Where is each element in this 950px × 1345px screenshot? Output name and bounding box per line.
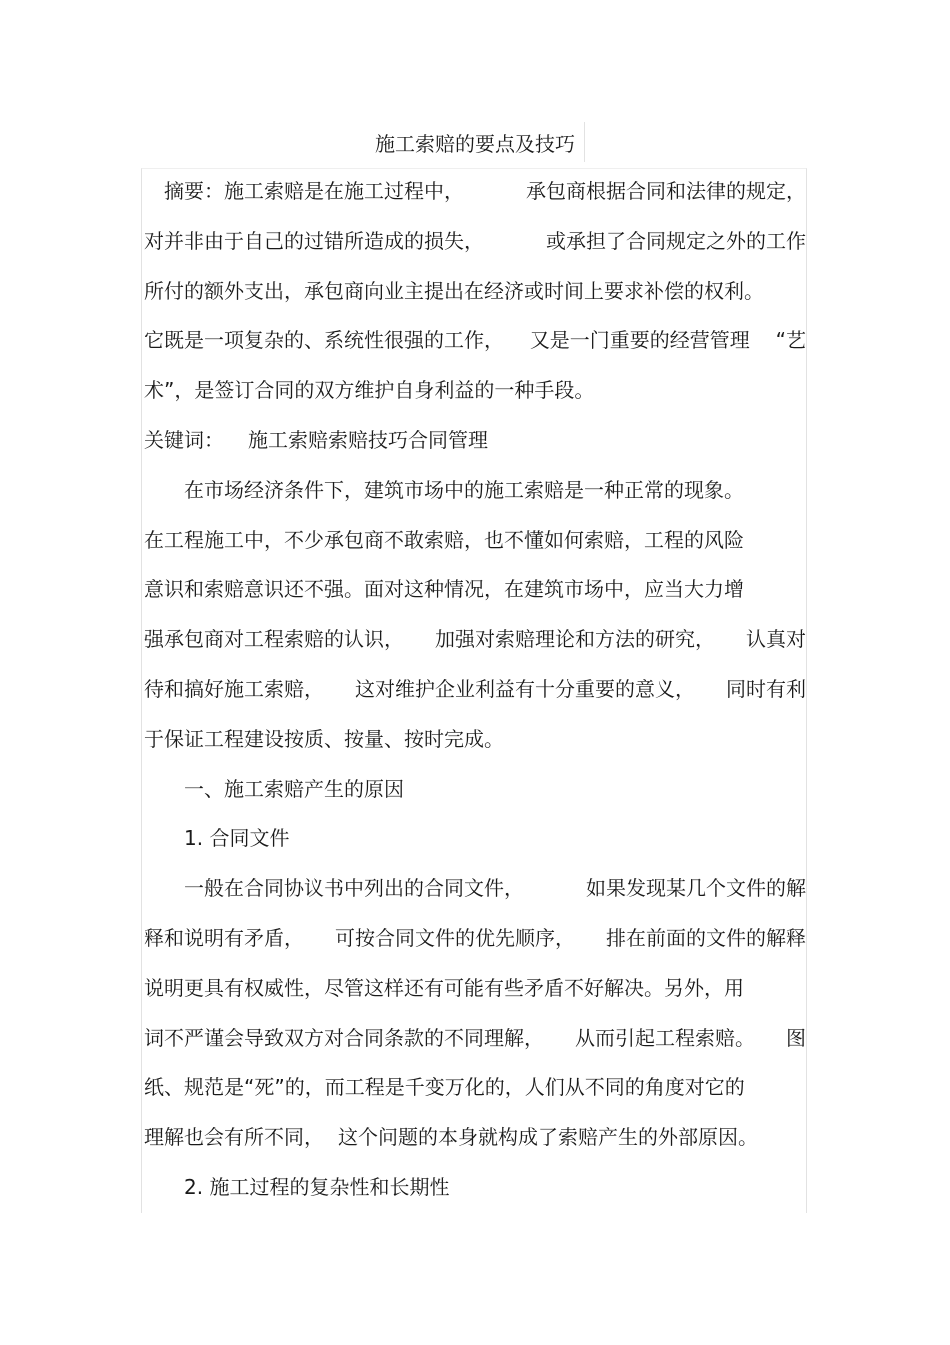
text-line: [144, 623, 806, 655]
text-segment: 意识和索赔意识还不强。面对这种情况，在建筑市场中，应当大力增: [144, 577, 744, 601]
text-segment: 1. 合同文件: [144, 826, 290, 850]
text-segment: 如果发现某几个文件的解: [586, 876, 806, 900]
text-line: [144, 922, 806, 954]
text-line: [144, 773, 806, 805]
text-line: [144, 972, 806, 1004]
text-line: [144, 175, 806, 207]
text-line: [144, 374, 806, 406]
text-line: [144, 822, 806, 854]
text-segment: 一、施工索赔产生的原因: [144, 777, 404, 801]
text-line: [144, 872, 806, 904]
text-segment: 承包商根据合同和法律的规定，: [526, 179, 806, 203]
text-segment: 同时有利: [726, 677, 806, 701]
text-line: [144, 474, 806, 506]
text-segment: 理解也会有所不同，: [144, 1125, 324, 1149]
text-segment: 2. 施工过程的复杂性和长期性: [144, 1175, 450, 1199]
text-segment: 这对维护企业利益有十分重要的意义，: [355, 677, 695, 701]
text-line: [144, 524, 806, 556]
text-segment: 施工索赔索赔技巧合同管理: [248, 428, 488, 452]
text-segment: 术”，是签订合同的双方维护自身利益的一种手段。: [144, 378, 595, 402]
text-line: [144, 1022, 806, 1054]
text-segment: 词不严谨会导致双方对合同条款的不同理解，: [144, 1026, 544, 1050]
text-segment: 可按合同文件的优先顺序，: [335, 926, 575, 950]
text-segment: 图: [786, 1026, 806, 1050]
text-segment: 认真对: [746, 627, 806, 651]
text-segment: 关键词：: [144, 428, 224, 452]
text-segment: 待和搞好施工索赔，: [144, 677, 324, 701]
text-segment: 它既是一项复杂的、系统性很强的工作，: [144, 328, 504, 352]
text-line: [144, 324, 806, 356]
text-segment: 说明更具有权威性，尽管这样还有可能有些矛盾不好解决。另外，用: [144, 976, 744, 1000]
text-segment: 从而引起工程索赔。: [575, 1026, 755, 1050]
text-segment: 于保证工程建设按质、按量、按时完成。: [144, 727, 504, 751]
text-line: [144, 1171, 806, 1203]
text-segment: 或承担了合同规定之外的工作: [546, 229, 806, 253]
text-segment: 释和说明有矛盾，: [144, 926, 304, 950]
text-line: [144, 1121, 806, 1153]
text-line: [144, 424, 806, 456]
text-line: [144, 573, 806, 605]
text-segment: 所付的额外支出，承包商向业主提出在经济或时间上要求补偿的权利。: [144, 279, 764, 303]
text-segment: 摘要：施工索赔是在施工过程中，: [144, 179, 464, 203]
text-line: [144, 1071, 806, 1103]
text-segment: 在市场经济条件下，建筑市场中的施工索赔是一种正常的现象。: [144, 478, 744, 502]
text-segment: 一般在合同协议书中列出的合同文件，: [144, 876, 524, 900]
text-segment: 纸、规范是“死”的，而工程是千变万化的，人们从不同的角度对它的: [144, 1075, 745, 1099]
text-line: [144, 275, 806, 307]
document-title: 施工索赔的要点及技巧: [375, 132, 575, 156]
text-segment: 排在前面的文件的解释: [606, 926, 806, 950]
text-segment: 在工程施工中，不少承包商不敢索赔，也不懂如何索赔，工程的风险: [144, 528, 744, 552]
text-line: [144, 225, 806, 257]
text-segment: 对并非由于自己的过错所造成的损失，: [144, 229, 484, 253]
text-segment: 又是一门重要的经营管理: [529, 328, 750, 352]
text-line: [144, 673, 806, 705]
text-segment: 强承包商对工程索赔的认识，: [144, 627, 404, 651]
text-segment: “艺: [775, 328, 806, 352]
text-line: [144, 723, 806, 755]
text-segment: 这个问题的本身就构成了索赔产生的外部原因。: [338, 1125, 758, 1149]
text-segment: 加强对索赔理论和方法的研究，: [435, 627, 715, 651]
